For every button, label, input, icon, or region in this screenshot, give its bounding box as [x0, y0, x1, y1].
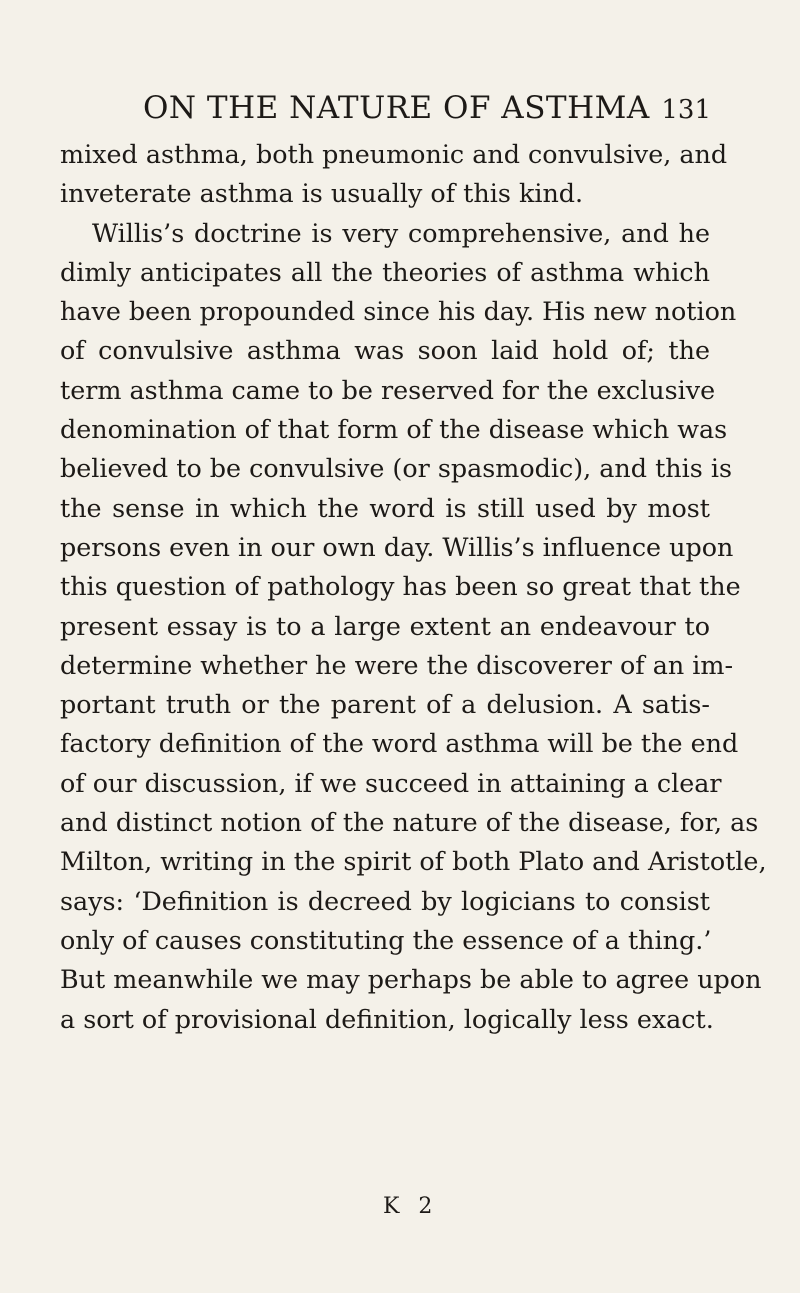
- text-line: But meanwhile we may perhaps be able to agree upon: [60, 964, 762, 995]
- text-line: present essay is to a large extent an endeavour to: [60, 610, 710, 641]
- page-number: 131: [661, 95, 711, 125]
- running-title: ON THE NATURE OF ASTHMA: [143, 90, 650, 126]
- text-line: determine whether he were the discoverer of an im-: [60, 649, 734, 680]
- paragraph-start-line: Willis’s doctrine is very comprehensive, and he: [92, 217, 710, 248]
- text-line: Milton, writing in the spirit of both Plato and Aristotle,: [60, 846, 767, 877]
- text-line: and distinct notion of the nature of the disease, for, as: [60, 807, 759, 838]
- running-head: [143, 88, 711, 132]
- text-line: factory definition of the word asthma will be the end: [60, 728, 739, 759]
- text-line: term asthma came to be reserved for the exclusive: [60, 374, 716, 405]
- text-line: mixed asthma, both pneumonic and convulsive, and: [60, 139, 728, 169]
- text-line: dimly anticipates all the theories of asthma which: [60, 256, 710, 287]
- text-line: the sense in which the word is still used by most: [60, 492, 710, 523]
- text-line: a sort of provisional definition, logically less exact.: [60, 1003, 714, 1034]
- text-line: of convulsive asthma was soon laid hold of; the: [60, 335, 710, 366]
- text-line: believed to be convulsive (or spasmodic), and this is: [60, 453, 733, 484]
- text-line: this question of pathology has been so great that the: [60, 571, 741, 602]
- body-text: [60, 135, 767, 1039]
- text-line: persons even in our own day. Willis’s influence upon: [60, 531, 734, 562]
- text-line: denomination of that form of the disease which was: [60, 414, 728, 445]
- text-line: have been propounded since his day. His new notion: [60, 296, 737, 327]
- text-line: inveterate asthma is usually of this kind.: [60, 178, 584, 209]
- text-line: portant truth or the parent of a delusion. A satis-: [60, 689, 710, 720]
- text-line: of our discussion, if we succeed in attaining a clear: [60, 767, 722, 798]
- text-line: only of causes constituting the essence of a thing.’: [60, 924, 712, 955]
- text-line: says: ‘Definition is decreed by logicians to consist: [60, 885, 710, 916]
- printer-signature-mark: K 2: [383, 1194, 439, 1219]
